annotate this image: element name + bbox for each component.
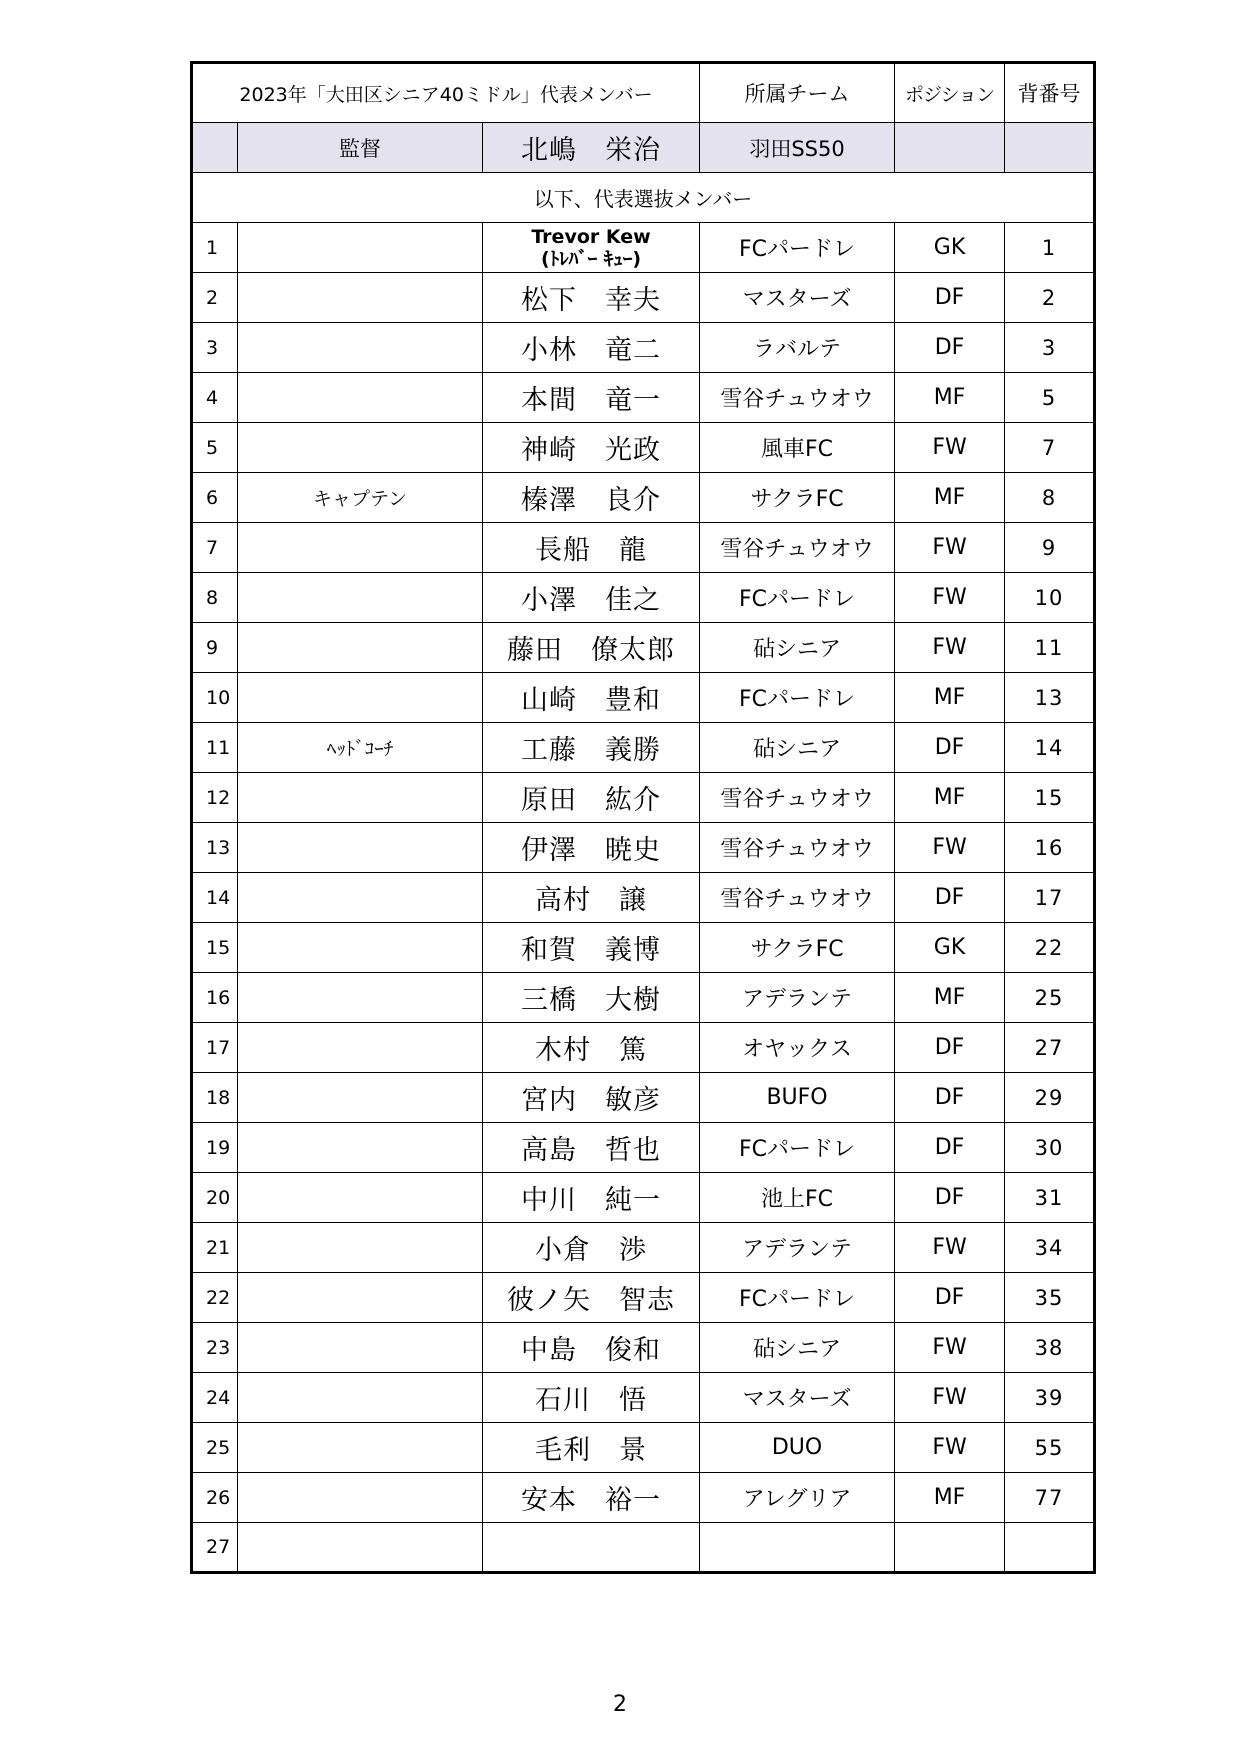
player-row (192, 1023, 1095, 1073)
player-no: 2 (192, 273, 238, 323)
player-no: 7 (192, 523, 238, 573)
player-no: 6 (192, 473, 238, 523)
player-row (192, 323, 1095, 373)
player-team: 雪谷チュウオウ (700, 373, 895, 423)
player-team: 雪谷チュウオウ (700, 773, 895, 823)
manager-row (192, 123, 1095, 173)
player-team: 砧シニア (700, 723, 895, 773)
player-number: 39 (1005, 1373, 1095, 1423)
player-role (238, 1073, 483, 1123)
player-position: DF (895, 1123, 1005, 1173)
player-team (700, 1523, 895, 1573)
player-row (192, 1323, 1095, 1373)
player-number: 10 (1005, 573, 1095, 623)
player-no: 25 (192, 1423, 238, 1473)
player-team: FCパードレ (700, 1123, 895, 1173)
player-role (238, 1173, 483, 1223)
player-number: 1 (1005, 223, 1095, 273)
player-no: 19 (192, 1123, 238, 1173)
player-position: MF (895, 773, 1005, 823)
roster-table (190, 61, 1096, 1574)
player-role (238, 1473, 483, 1523)
player-number: 11 (1005, 623, 1095, 673)
player-position: GK (895, 923, 1005, 973)
player-role (238, 1423, 483, 1473)
player-position: MF (895, 673, 1005, 723)
player-row (192, 373, 1095, 423)
player-team: FCパードレ (700, 673, 895, 723)
player-role (238, 273, 483, 323)
player-team: BUFO (700, 1073, 895, 1123)
player-name: 山崎 豊和 (483, 673, 700, 723)
player-position: DF (895, 323, 1005, 373)
player-row (192, 1523, 1095, 1573)
player-row (192, 673, 1095, 723)
player-position: FW (895, 623, 1005, 673)
player-row (192, 1223, 1095, 1273)
player-number: 14 (1005, 723, 1095, 773)
player-number: 34 (1005, 1223, 1095, 1273)
player-position (895, 1523, 1005, 1573)
player-position: DF (895, 273, 1005, 323)
player-role (238, 973, 483, 1023)
player-name: 毛利 景 (483, 1423, 700, 1473)
player-team: マスターズ (700, 1373, 895, 1423)
player-no: 3 (192, 323, 238, 373)
player-no: 4 (192, 373, 238, 423)
player-role: キャプテン (238, 473, 483, 523)
player-no: 13 (192, 823, 238, 873)
player-number: 55 (1005, 1423, 1095, 1473)
player-no: 18 (192, 1073, 238, 1123)
player-name: 中川 純一 (483, 1173, 700, 1223)
player-position: FW (895, 823, 1005, 873)
player-team: 砧シニア (700, 1323, 895, 1373)
roster-title: 2023年「大田区シニア40ミドル」代表メンバー (192, 63, 700, 123)
player-no: 9 (192, 623, 238, 673)
player-name: 中島 俊和 (483, 1323, 700, 1373)
player-number: 38 (1005, 1323, 1095, 1373)
player-team: FCパードレ (700, 573, 895, 623)
player-name: 長船 龍 (483, 523, 700, 573)
manager-team: 羽田SS50 (700, 123, 895, 173)
player-no: 26 (192, 1473, 238, 1523)
player-position: FW (895, 1373, 1005, 1423)
player-no: 14 (192, 873, 238, 923)
header-team: 所属チーム (700, 63, 895, 123)
player-no: 20 (192, 1173, 238, 1223)
player-number: 30 (1005, 1123, 1095, 1173)
player-no: 16 (192, 973, 238, 1023)
player-team: 風車FC (700, 423, 895, 473)
player-name: 工藤 義勝 (483, 723, 700, 773)
player-role (238, 1023, 483, 1073)
player-name: 藤田 僚太郎 (483, 623, 700, 673)
player-number: 25 (1005, 973, 1095, 1023)
player-team: サクラFC (700, 473, 895, 523)
player-role: ﾍｯﾄﾞｺｰﾁ (238, 723, 483, 773)
player-name: 和賀 義博 (483, 923, 700, 973)
player-role (238, 823, 483, 873)
player-row (192, 723, 1095, 773)
player-team: サクラFC (700, 923, 895, 973)
player-number: 35 (1005, 1273, 1095, 1323)
player-name: 小林 竜二 (483, 323, 700, 373)
player-team: 池上FC (700, 1173, 895, 1223)
player-role (238, 423, 483, 473)
player-name: 三橋 大樹 (483, 973, 700, 1023)
player-team: 砧シニア (700, 623, 895, 673)
header-row (192, 63, 1095, 123)
player-role (238, 573, 483, 623)
player-position: FW (895, 573, 1005, 623)
player-role (238, 1123, 483, 1173)
player-position: FW (895, 523, 1005, 573)
player-position: DF (895, 1023, 1005, 1073)
manager-name: 北嶋 栄治 (483, 123, 700, 173)
player-no: 11 (192, 723, 238, 773)
player-row (192, 623, 1095, 673)
player-role (238, 923, 483, 973)
player-no: 23 (192, 1323, 238, 1373)
player-name: Trevor Kew (531, 225, 651, 248)
player-position: DF (895, 1273, 1005, 1323)
manager-number-cell (1005, 123, 1095, 173)
player-name: 原田 紘介 (483, 773, 700, 823)
player-row (192, 823, 1095, 873)
player-number: 16 (1005, 823, 1095, 873)
player-number: 5 (1005, 373, 1095, 423)
player-row (192, 1073, 1095, 1123)
player-row (192, 273, 1095, 323)
player-role (238, 373, 483, 423)
player-position: MF (895, 1473, 1005, 1523)
player-team: マスターズ (700, 273, 895, 323)
player-team: アレグリア (700, 1473, 895, 1523)
player-team: DUO (700, 1423, 895, 1473)
player-row (192, 973, 1095, 1023)
player-name: 小倉 渉 (483, 1223, 700, 1273)
page-number: 2 (613, 1692, 627, 1717)
player-number: 9 (1005, 523, 1095, 573)
player-no: 15 (192, 923, 238, 973)
player-name: 松下 幸夫 (483, 273, 700, 323)
header-number: 背番号 (1005, 63, 1095, 123)
player-row (192, 923, 1095, 973)
player-role (238, 1323, 483, 1373)
player-position: FW (895, 1223, 1005, 1273)
player-position: MF (895, 973, 1005, 1023)
manager-role: 監督 (238, 123, 483, 173)
player-role (238, 773, 483, 823)
player-no: 27 (192, 1523, 238, 1573)
player-no: 22 (192, 1273, 238, 1323)
section-label: 以下、代表選抜メンバー (192, 173, 1095, 223)
player-number: 77 (1005, 1473, 1095, 1523)
player-role (238, 1373, 483, 1423)
player-row (192, 223, 1095, 273)
player-position: MF (895, 373, 1005, 423)
player-name: 安本 裕一 (483, 1473, 700, 1523)
player-row (192, 1373, 1095, 1423)
player-no: 24 (192, 1373, 238, 1423)
player-role (238, 323, 483, 373)
player-no: 10 (192, 673, 238, 723)
player-number: 15 (1005, 773, 1095, 823)
player-role (238, 623, 483, 673)
player-name: 石川 悟 (483, 1373, 700, 1423)
player-name-cell (483, 223, 700, 273)
player-row (192, 573, 1095, 623)
player-role (238, 1273, 483, 1323)
player-position: DF (895, 1073, 1005, 1123)
player-position: FW (895, 423, 1005, 473)
player-no: 21 (192, 1223, 238, 1273)
player-number: 22 (1005, 923, 1095, 973)
player-name: 彼ノ矢 智志 (483, 1273, 700, 1323)
player-role (238, 1223, 483, 1273)
player-name: 本間 竜一 (483, 373, 700, 423)
manager-no-cell (192, 123, 238, 173)
player-no: 17 (192, 1023, 238, 1073)
player-no: 12 (192, 773, 238, 823)
player-team: FCパードレ (700, 223, 895, 273)
player-name (483, 1523, 700, 1573)
player-team: FCパードレ (700, 1273, 895, 1323)
player-number: 8 (1005, 473, 1095, 523)
player-name-kana: (ﾄﾚﾊﾞｰ ｷｭｰ) (541, 247, 641, 270)
player-name: 小澤 佳之 (483, 573, 700, 623)
header-position: ポジション (895, 63, 1005, 123)
player-row (192, 473, 1095, 523)
manager-position-cell (895, 123, 1005, 173)
player-team: 雪谷チュウオウ (700, 823, 895, 873)
player-name: 高島 哲也 (483, 1123, 700, 1173)
player-number (1005, 1523, 1095, 1573)
player-number: 29 (1005, 1073, 1095, 1123)
player-role (238, 873, 483, 923)
player-position: DF (895, 1173, 1005, 1223)
player-name: 高村 譲 (483, 873, 700, 923)
player-name: 神崎 光政 (483, 423, 700, 473)
player-team: アデランテ (700, 1223, 895, 1273)
section-row (192, 173, 1095, 223)
player-name: 宮内 敏彦 (483, 1073, 700, 1123)
player-number: 2 (1005, 273, 1095, 323)
player-team: 雪谷チュウオウ (700, 523, 895, 573)
player-row (192, 873, 1095, 923)
player-number: 31 (1005, 1173, 1095, 1223)
player-row (192, 423, 1095, 473)
player-number: 13 (1005, 673, 1095, 723)
player-number: 17 (1005, 873, 1095, 923)
player-position: DF (895, 873, 1005, 923)
player-no: 8 (192, 573, 238, 623)
player-name: 榛澤 良介 (483, 473, 700, 523)
player-team: 雪谷チュウオウ (700, 873, 895, 923)
player-role (238, 673, 483, 723)
player-position: DF (895, 723, 1005, 773)
player-team: アデランテ (700, 973, 895, 1023)
player-row (192, 773, 1095, 823)
player-name: 伊澤 暁史 (483, 823, 700, 873)
player-no: 5 (192, 423, 238, 473)
player-row (192, 1423, 1095, 1473)
player-position: MF (895, 473, 1005, 523)
player-row (192, 1123, 1095, 1173)
player-number: 3 (1005, 323, 1095, 373)
player-name: 木村 篤 (483, 1023, 700, 1073)
player-role (238, 523, 483, 573)
player-team: ラバルテ (700, 323, 895, 373)
player-row (192, 523, 1095, 573)
player-no: 1 (192, 223, 238, 273)
player-role (238, 1523, 483, 1573)
player-position: FW (895, 1423, 1005, 1473)
player-row (192, 1173, 1095, 1223)
player-team: オヤックス (700, 1023, 895, 1073)
player-role (238, 223, 483, 273)
player-row (192, 1273, 1095, 1323)
player-row (192, 1473, 1095, 1523)
player-position: FW (895, 1323, 1005, 1373)
player-position: GK (895, 223, 1005, 273)
player-number: 7 (1005, 423, 1095, 473)
player-number: 27 (1005, 1023, 1095, 1073)
